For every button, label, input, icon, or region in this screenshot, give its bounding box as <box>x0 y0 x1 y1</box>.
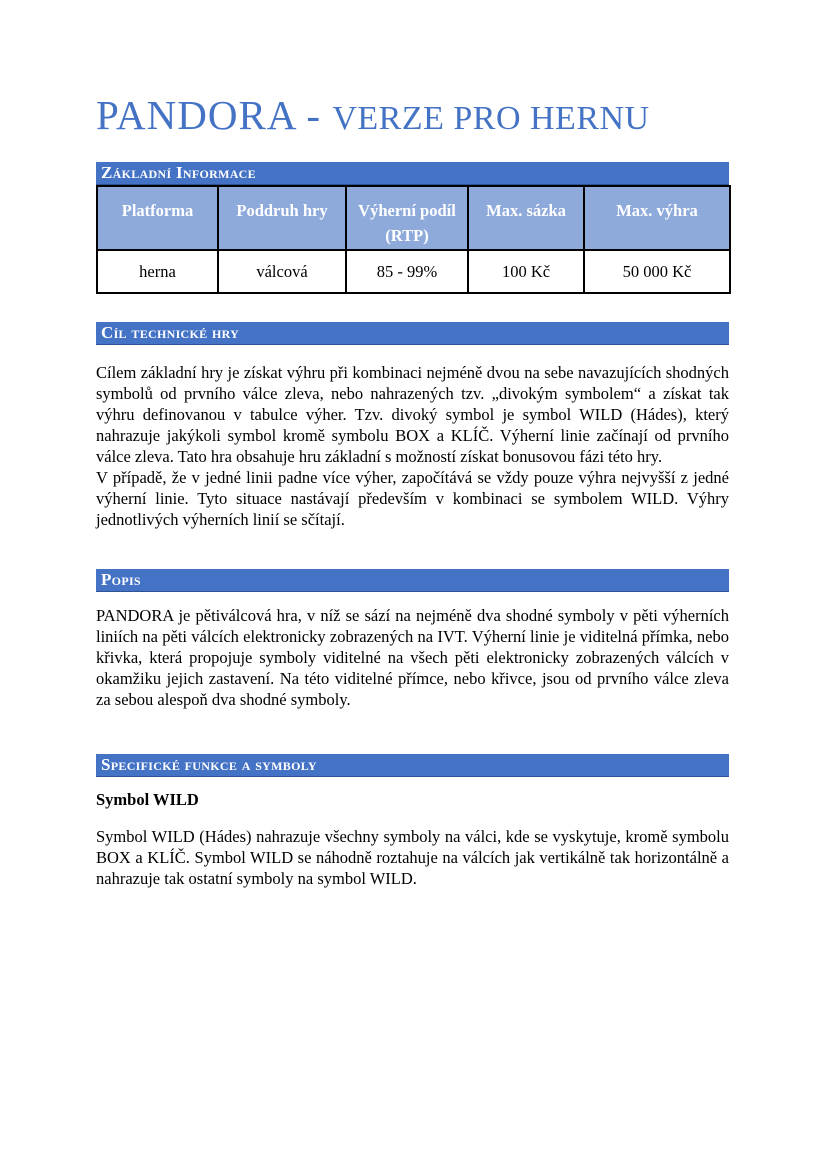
page-title-sub: VERZE PRO HERNU <box>332 100 650 137</box>
description-paragraphs <box>96 605 729 710</box>
table-cell-poddruh-hry: válcová <box>218 250 346 293</box>
page-title-main: PANDORA - <box>96 92 333 138</box>
features-subheading-symbol-wild: Symbol WILD <box>96 790 199 809</box>
section-header-description: Popis <box>96 569 729 592</box>
features-paragraph-1: Symbol WILD (Hádes) nahrazuje všechny symboly na válci, kde se vyskytuje, kromě symbolu BOX a KLÍČ. Symbol WILD se náhodně roztahuje na válcích jak vertikálně tak horizontálně a nahrazuje tak ostatní symboly na symbol WILD. <box>96 827 729 888</box>
features-paragraphs <box>96 826 729 889</box>
table-cell-max-sazka: 100 Kč <box>468 250 584 293</box>
section-header-goal: Cíl technické hry <box>96 322 729 345</box>
table-header-platforma: Platforma <box>97 186 218 250</box>
table-header-row <box>97 186 730 250</box>
section-header-features: Specifické funkce a symboly <box>96 754 729 777</box>
description-paragraph-1: PANDORA je pětiválcová hra, v níž se sází na nejméně dva shodné symboly v pěti výherních liniích na pěti válcích elektronicky zobrazených na IVT. Výherní linie je viditelná přímka, nebo křivka, která propojuje symboly viditelné na všech pěti elektronicky zobrazených válcích v okamžiku jejich zastavení. Na této viditelné přímce, nebo křivce, jsou od prvního válce zleva za sebou alespoň dva shodné symboly. <box>96 606 729 709</box>
page-title <box>96 92 650 142</box>
goal-paragraphs <box>96 362 729 530</box>
table-header-vyherni-podil: Výherní podíl (RTP) <box>346 186 468 250</box>
table-cell-platforma: herna <box>97 250 218 293</box>
goal-paragraph-2: V případě, že v jedné linii padne více výher, započítává se vždy pouze výhra nejvyšší z jedné výherní linie. Tyto situace nastávají především v kombinaci se symbolem WILD. Výhry jednotlivých výherních linií se sčítají. <box>96 468 729 529</box>
goal-paragraph-1: Cílem základní hry je získat výhru při kombinaci nejméně dvou na sebe navazujících shodných symbolů od prvního válce zleva, nebo nahrazených tzv. „divokým symbolem“ a získat tak výhru definovanou v tabulce výher. Tzv. divoký symbol je symbol WILD (Hádes), který nahrazuje jakýkoli symbol kromě symbolu BOX a KLÍČ. Výherní linie začínají od prvního válce zleva. Tato hra obsahuje hru základní s možností získat bonusovou fázi této hry. <box>96 363 729 466</box>
table-header-max-vyhra: Max. výhra <box>584 186 730 250</box>
table-header-poddruh-hry: Poddruh hry <box>218 186 346 250</box>
section-header-basic-info: Základní Informace <box>96 162 729 185</box>
table-cell-max-vyhra: 50 000 Kč <box>584 250 730 293</box>
table-cell-vyherni-podil: 85 - 99% <box>346 250 468 293</box>
table-header-max-sazka: Max. sázka <box>468 186 584 250</box>
basic-info-table <box>96 185 731 294</box>
table-row <box>97 250 730 293</box>
